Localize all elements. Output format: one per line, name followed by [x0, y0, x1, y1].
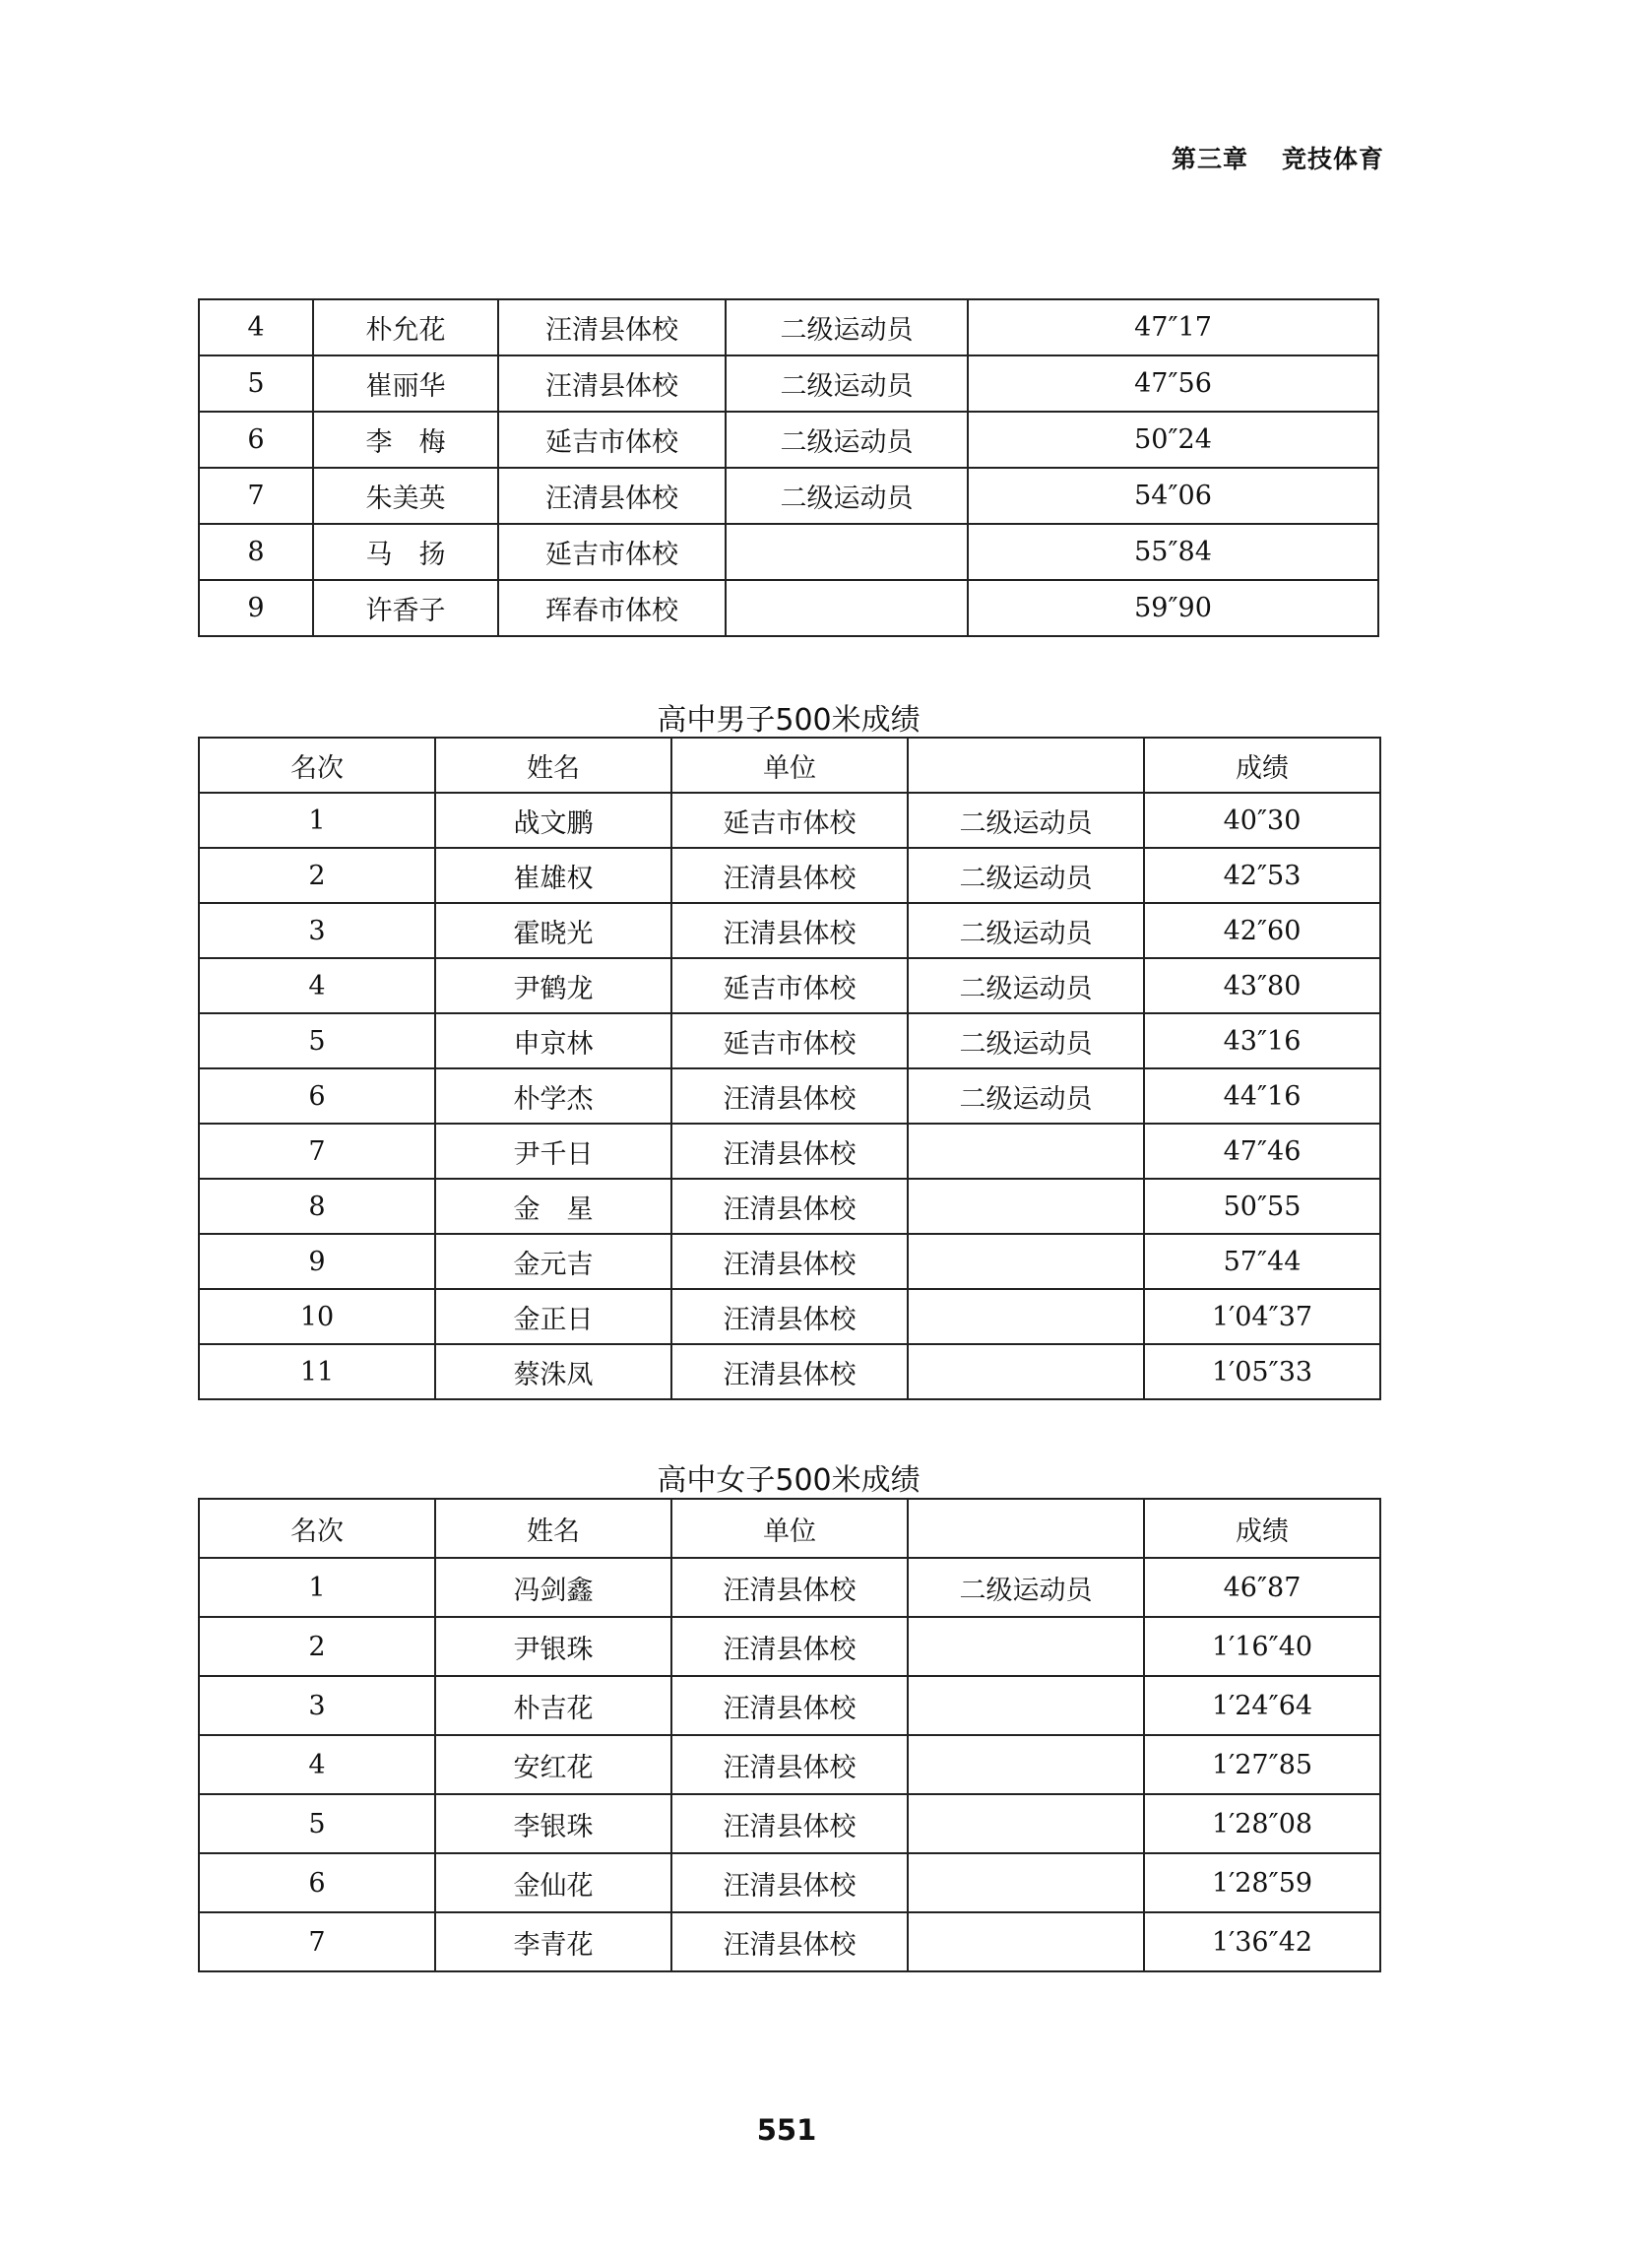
cell-level: 二级运动员 — [726, 468, 968, 524]
cell-level: 二级运动员 — [908, 903, 1144, 958]
cell-level — [908, 1289, 1144, 1344]
cell-unit: 延吉市体校 — [671, 1013, 908, 1068]
cell-rank: 3 — [199, 1676, 435, 1735]
cell-level — [726, 580, 968, 636]
cell-name: 崔丽华 — [313, 355, 498, 412]
cell-result: 50″55 — [1144, 1179, 1380, 1234]
girls-500m-table — [198, 1498, 1381, 1972]
cell-name: 尹银珠 — [435, 1617, 671, 1676]
cell-name: 金仙花 — [435, 1853, 671, 1912]
table-row — [199, 1558, 1380, 1617]
cell-level: 二级运动员 — [726, 299, 968, 355]
cell-unit: 珲春市体校 — [498, 580, 726, 636]
girls-table-caption: 高中女子500米成绩 — [657, 1463, 921, 1498]
cell-result: 1′24″64 — [1144, 1676, 1380, 1735]
cell-rank: 2 — [199, 1617, 435, 1676]
cell-name: 冯剑鑫 — [435, 1558, 671, 1617]
cell-level — [908, 1794, 1144, 1853]
chapter-title: 竞技体育 — [1281, 145, 1384, 173]
cell-name: 申京林 — [435, 1013, 671, 1068]
cell-level — [908, 1912, 1144, 1971]
cell-result: 1′05″33 — [1144, 1344, 1380, 1399]
cell-level: 二级运动员 — [908, 1558, 1144, 1617]
cell-level: 二级运动员 — [908, 793, 1144, 848]
cell-name: 崔雄权 — [435, 848, 671, 903]
cell-name: 李青花 — [435, 1912, 671, 1971]
cell-result: 55″84 — [968, 524, 1378, 580]
chapter-number: 第三章 — [1171, 145, 1248, 173]
cell-level: 二级运动员 — [908, 1013, 1144, 1068]
cell-name: 朴吉花 — [435, 1676, 671, 1735]
cell-result: 43″80 — [1144, 958, 1380, 1013]
cell-name: 霍晓光 — [435, 903, 671, 958]
cell-result: 54″06 — [968, 468, 1378, 524]
cell-level: 二级运动员 — [726, 355, 968, 412]
cell-name: 许香子 — [313, 580, 498, 636]
cell-result: 1′28″08 — [1144, 1794, 1380, 1853]
cell-rank: 9 — [199, 580, 313, 636]
header-name: 姓名 — [435, 1499, 671, 1558]
cell-name: 战文鹏 — [435, 793, 671, 848]
header-result: 成绩 — [1144, 1499, 1380, 1558]
table-row — [199, 1013, 1380, 1068]
cell-unit: 延吉市体校 — [671, 793, 908, 848]
cell-name: 金元吉 — [435, 1234, 671, 1289]
cell-level: 二级运动员 — [908, 848, 1144, 903]
cell-unit: 汪清县体校 — [671, 1853, 908, 1912]
cell-name: 马 扬 — [313, 524, 498, 580]
table-row — [199, 1676, 1380, 1735]
cell-rank: 7 — [199, 1912, 435, 1971]
cell-rank: 7 — [199, 1124, 435, 1179]
header-unit: 单位 — [671, 738, 908, 793]
cell-rank: 1 — [199, 793, 435, 848]
cell-name: 尹鹤龙 — [435, 958, 671, 1013]
cell-result: 57″44 — [1144, 1234, 1380, 1289]
table-row — [199, 355, 1378, 412]
cell-unit: 汪清县体校 — [671, 1617, 908, 1676]
table-row — [199, 412, 1378, 468]
cell-result: 50″24 — [968, 412, 1378, 468]
cell-rank: 1 — [199, 1558, 435, 1617]
cell-rank: 7 — [199, 468, 313, 524]
cell-unit: 汪清县体校 — [671, 1735, 908, 1794]
cell-unit: 汪清县体校 — [498, 355, 726, 412]
cell-name: 李银珠 — [435, 1794, 671, 1853]
header-level — [908, 738, 1144, 793]
header-unit: 单位 — [671, 1499, 908, 1558]
cell-result: 40″30 — [1144, 793, 1380, 848]
cell-result: 1′28″59 — [1144, 1853, 1380, 1912]
table-row — [199, 1617, 1380, 1676]
cell-rank: 10 — [199, 1289, 435, 1344]
cell-level — [908, 1676, 1144, 1735]
table-row — [199, 299, 1378, 355]
running-head — [1172, 140, 1384, 175]
header-name: 姓名 — [435, 738, 671, 793]
cell-name: 安红花 — [435, 1735, 671, 1794]
cell-unit: 汪清县体校 — [671, 1344, 908, 1399]
table-row — [199, 1912, 1380, 1971]
cell-result: 44″16 — [1144, 1068, 1380, 1124]
table-row — [199, 1344, 1380, 1399]
cell-rank: 4 — [199, 958, 435, 1013]
cell-result: 1′27″85 — [1144, 1735, 1380, 1794]
cell-rank: 3 — [199, 903, 435, 958]
cell-name: 蔡洙凤 — [435, 1344, 671, 1399]
table-row — [199, 524, 1378, 580]
cell-result: 43″16 — [1144, 1013, 1380, 1068]
cell-level — [908, 1179, 1144, 1234]
cell-level: 二级运动员 — [908, 958, 1144, 1013]
cell-unit: 延吉市体校 — [498, 412, 726, 468]
cell-name: 朴学杰 — [435, 1068, 671, 1124]
cell-unit: 汪清县体校 — [671, 903, 908, 958]
table-row — [199, 1124, 1380, 1179]
cell-unit: 延吉市体校 — [498, 524, 726, 580]
cell-unit: 汪清县体校 — [671, 1794, 908, 1853]
cell-result: 59″90 — [968, 580, 1378, 636]
cell-rank: 5 — [199, 1794, 435, 1853]
table-row — [199, 1735, 1380, 1794]
cell-rank: 6 — [199, 412, 313, 468]
cell-result: 47″56 — [968, 355, 1378, 412]
cell-unit: 汪清县体校 — [671, 1676, 908, 1735]
cell-unit: 汪清县体校 — [671, 1912, 908, 1971]
cell-name: 金 星 — [435, 1179, 671, 1234]
cell-unit: 汪清县体校 — [498, 299, 726, 355]
cell-level — [908, 1735, 1144, 1794]
results-table-continued — [198, 298, 1379, 637]
cell-rank: 4 — [199, 1735, 435, 1794]
cell-rank: 11 — [199, 1344, 435, 1399]
cell-rank: 8 — [199, 524, 313, 580]
table-row — [199, 580, 1378, 636]
cell-level — [908, 1344, 1144, 1399]
cell-rank: 9 — [199, 1234, 435, 1289]
table-row — [199, 903, 1380, 958]
table-row — [199, 793, 1380, 848]
header-result: 成绩 — [1144, 738, 1380, 793]
table-row — [199, 1794, 1380, 1853]
cell-unit: 汪清县体校 — [498, 468, 726, 524]
cell-name: 朴允花 — [313, 299, 498, 355]
cell-unit: 汪清县体校 — [671, 1289, 908, 1344]
cell-result: 1′04″37 — [1144, 1289, 1380, 1344]
table-row — [199, 1853, 1380, 1912]
cell-level — [908, 1853, 1144, 1912]
cell-unit: 延吉市体校 — [671, 958, 908, 1013]
cell-level: 二级运动员 — [908, 1068, 1144, 1124]
cell-rank: 5 — [199, 1013, 435, 1068]
cell-rank: 4 — [199, 299, 313, 355]
table-row — [199, 1179, 1380, 1234]
table-row — [199, 1234, 1380, 1289]
cell-result: 47″46 — [1144, 1124, 1380, 1179]
cell-rank: 5 — [199, 355, 313, 412]
boys-500m-table — [198, 737, 1381, 1400]
cell-unit: 汪清县体校 — [671, 848, 908, 903]
cell-rank: 6 — [199, 1068, 435, 1124]
cell-name: 朱美英 — [313, 468, 498, 524]
cell-result: 1′16″40 — [1144, 1617, 1380, 1676]
page-number: 551 — [756, 2113, 817, 2147]
table-row — [199, 468, 1378, 524]
cell-result: 1′36″42 — [1144, 1912, 1380, 1971]
cell-rank: 6 — [199, 1853, 435, 1912]
cell-unit: 汪清县体校 — [671, 1558, 908, 1617]
table-row — [199, 848, 1380, 903]
cell-level — [908, 1124, 1144, 1179]
cell-unit: 汪清县体校 — [671, 1179, 908, 1234]
cell-result: 42″60 — [1144, 903, 1380, 958]
cell-level: 二级运动员 — [726, 412, 968, 468]
header-row — [199, 738, 1380, 793]
cell-rank: 8 — [199, 1179, 435, 1234]
cell-result: 47″17 — [968, 299, 1378, 355]
table-row — [199, 1068, 1380, 1124]
table-row — [199, 1289, 1380, 1344]
header-row — [199, 1499, 1380, 1558]
cell-level — [726, 524, 968, 580]
cell-level — [908, 1617, 1144, 1676]
boys-table-caption: 高中男子500米成绩 — [657, 703, 921, 738]
header-level — [908, 1499, 1144, 1558]
cell-rank: 2 — [199, 848, 435, 903]
cell-unit: 汪清县体校 — [671, 1124, 908, 1179]
cell-result: 42″53 — [1144, 848, 1380, 903]
cell-name: 李 梅 — [313, 412, 498, 468]
table-row — [199, 958, 1380, 1013]
cell-unit: 汪清县体校 — [671, 1068, 908, 1124]
header-rank: 名次 — [199, 738, 435, 793]
header-rank: 名次 — [199, 1499, 435, 1558]
cell-unit: 汪清县体校 — [671, 1234, 908, 1289]
cell-name: 尹千日 — [435, 1124, 671, 1179]
cell-level — [908, 1234, 1144, 1289]
cell-name: 金正日 — [435, 1289, 671, 1344]
cell-result: 46″87 — [1144, 1558, 1380, 1617]
